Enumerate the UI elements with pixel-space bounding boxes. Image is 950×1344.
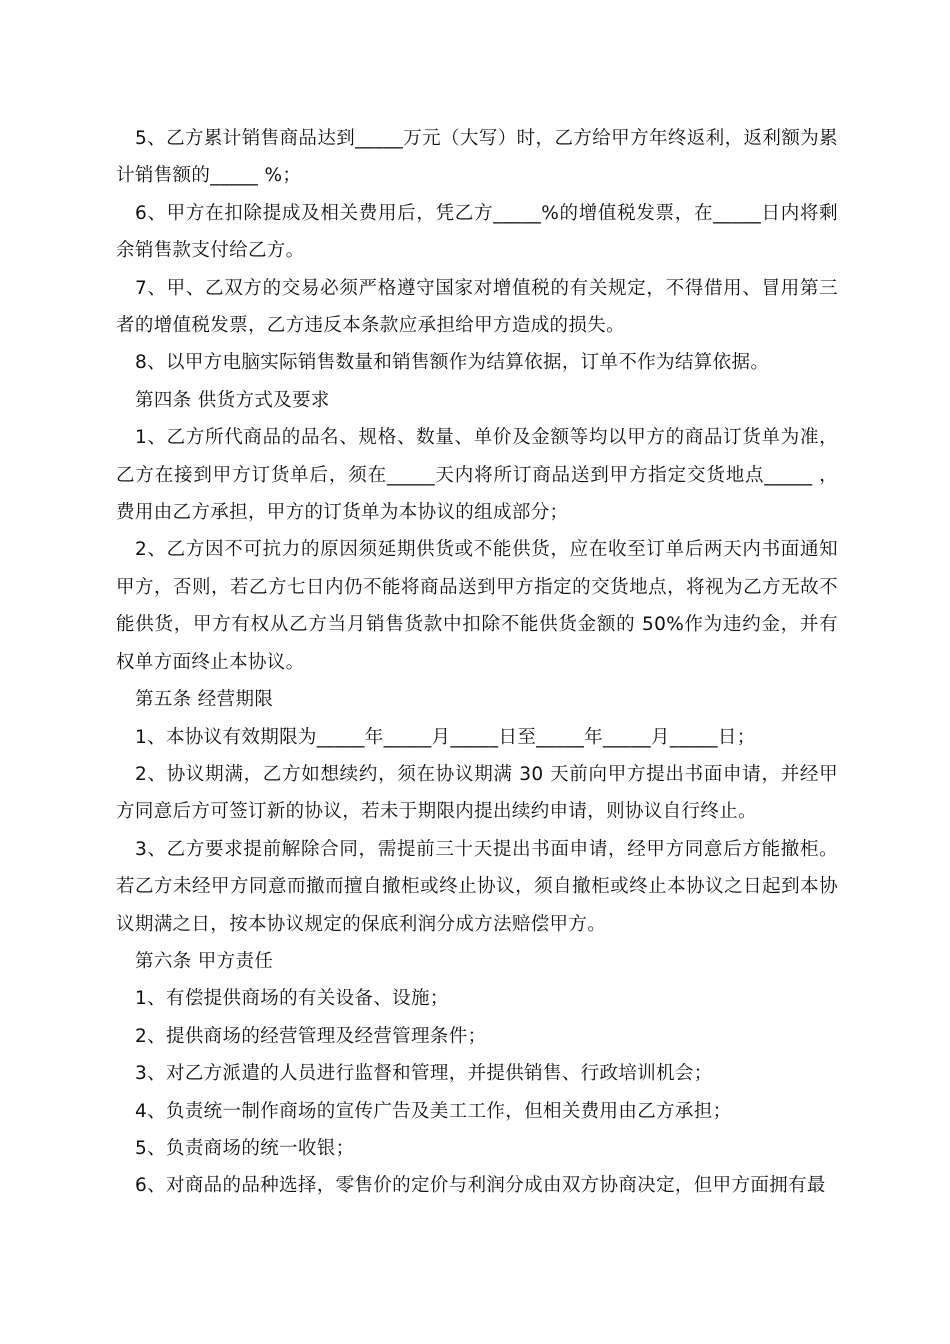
clause-5-rebate: 5、乙方累计销售商品达到_____万元（大写）时，乙方给甲方年终返利，返利额为累计销售额的_____ %； (116, 128, 838, 187)
article-4-heading: 第四条 供货方式及要求 (135, 389, 330, 411)
clause-6-payment: 6、甲方在扣除提成及相关费用后，凭乙方_____%的增值税发票，在_____日内将剩余销售款支付给乙方。 (116, 202, 838, 262)
article-6-clause-2: 2、提供商场的经营管理及经营管理条件； (135, 1025, 487, 1047)
article-4-clause-2: 2、乙方因不可抗力的原因须延期供货或不能供货，应在收至订单后两天内书面通知甲方，否则，若乙方七日内仍不能将商品送到甲方指定的交货地点，将视为乙方无故不能供货，甲方有权从乙方当月销售货款中扣除不能供货金额的 50%作为违约金，并有权单方面终止本协议。 (116, 539, 838, 673)
article-6-clause-5: 5、负责商场的统一收银； (135, 1137, 355, 1159)
article-4-clause-1: 1、乙方所代商品的品名、规格、数量、单价及金额等均以甲方的商品订货单为准，乙方在接到甲方订货单后，须在_____天内将所订商品送到甲方指定交货地点_____ ，费用由乙方承担，甲方的订货单为本协议的组成部分； (116, 427, 838, 524)
article-5-clause-1: 1、本协议有效期限为_____年_____月_____日至_____年_____月_____日； (135, 726, 756, 748)
clause-7-vat-rules: 7、甲、乙双方的交易必须严格遵守国家对增值税的有关规定，不得借用、冒用第三者的增值税发票，乙方违反本条款应承担给甲方造成的损失。 (116, 277, 838, 337)
article-5-clause-3: 3、乙方要求提前解除合同，需提前三十天提出书面申请，经甲方同意后方能撤柜。若乙方未经甲方同意而撤而擅自撤柜或终止协议，须自撤柜或终止本协议之日起到本协议期满之日，按本协议规定的保底利润分成方法赔偿甲方。 (116, 838, 838, 935)
document-body (116, 120, 838, 1205)
article-5-heading: 第五条 经营期限 (135, 689, 274, 711)
article-6-clause-6: 6、对商品的品种选择，零售价的定价与利润分成由双方协商决定，但甲方面拥有最 (135, 1175, 826, 1197)
article-6-clause-1: 1、有偿提供商场的有关设备、设施； (135, 988, 449, 1010)
article-5-clause-2: 2、协议期满，乙方如想续约，须在协议期满 30 天前向甲方提出书面申请，并经甲方同意后方可签订新的协议，若未于期限内提出续约申请，则协议自行终止。 (116, 763, 838, 823)
article-6-heading: 第六条 甲方责任 (135, 950, 274, 972)
clause-8-settlement-basis: 8、以甲方电脑实际销售数量和销售额作为结算依据，订单不作为结算依据。 (135, 352, 770, 374)
article-6-clause-4: 4、负责统一制作商场的宣传广告及美工工作，但相关费用由乙方承担； (135, 1100, 732, 1122)
article-6-clause-3: 3、对乙方派遣的人员进行监督和管理，并提供销售、行政培训机会； (135, 1063, 713, 1085)
